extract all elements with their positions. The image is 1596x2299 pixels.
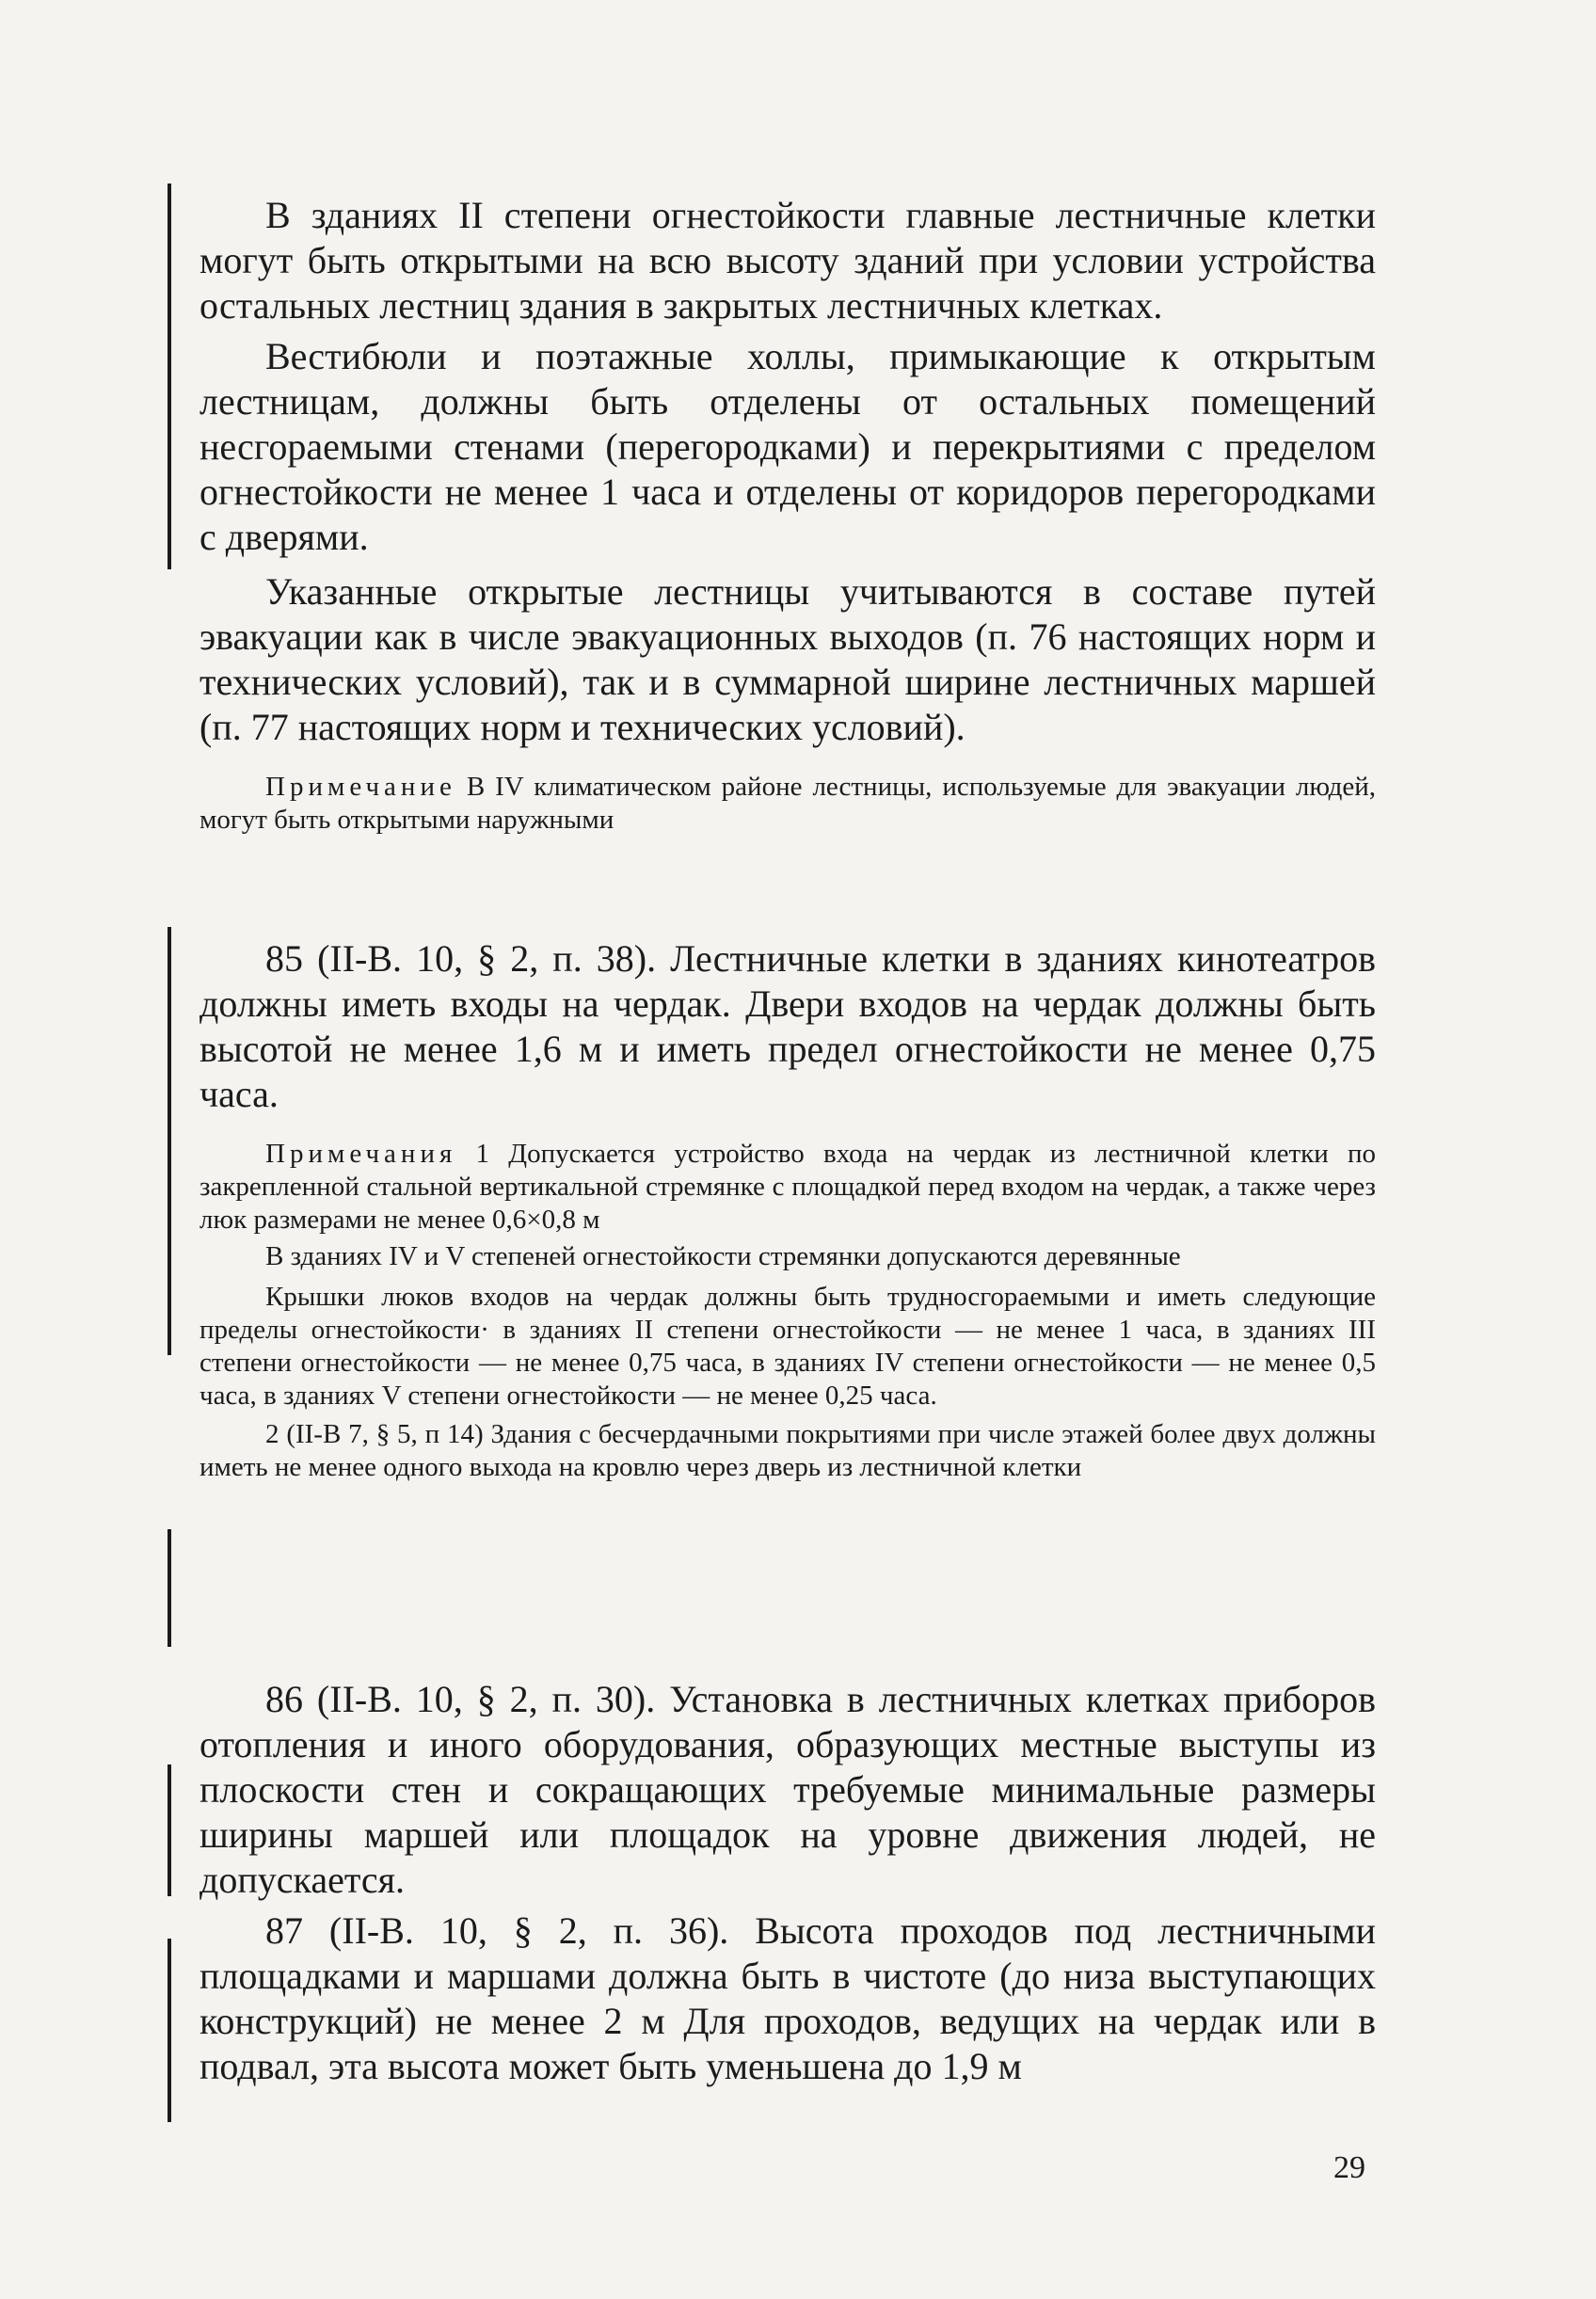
notes-heading: Примечания — [265, 1139, 457, 1169]
notes-paragraph — [200, 1138, 1376, 1237]
paragraph: В зданиях II степени огнестойкости главные лестничные клетки могут быть открытыми на всю высоту зданий при условии устройства остальных лестниц здания в закрытых лестничных клетках. — [200, 194, 1376, 327]
paragraph: Вестибюли и поэтажные холлы, примыкающие к открытым лестницам, должны быть отделены от остальных помещений несгораемыми стенами (перегородками) и перекрытиями с пределом огнестойкости не менее 1 часа и отделены от коридоров перегородками с дверями. — [200, 335, 1376, 558]
notes-paragraph: 2 (II-В 7, § 5, п 14) Здания с бесчердачными покрытиями при числе этажей более двух должны иметь не менее одного выхода на кровлю через дверь из лестничной клетки — [200, 1419, 1376, 1482]
margin-bar — [168, 1529, 171, 1647]
text-block-1 — [200, 193, 1376, 837]
paragraph-87: 87 (II-В. 10, § 2, п. 36). Высота проходов под лестничными площадками и маршами должна быть в чистоте (до низа выступающих конструкций) не менее 2 м Для проходов, ведущих на чердак или в подвал, эта высота может быть уменьшена до 1,9 м — [200, 1909, 1376, 2087]
paragraph: Указанные открытые лестницы учитываются в составе путей эвакуации как в числе эвакуационных выходов (п. 76 настоящих норм и технических условий), так и в суммарной ширине лестничных маршей (п. 77 настоящих норм и технических условий). — [200, 570, 1376, 748]
paragraph-85: 85 (II-В. 10, § 2, п. 38). Лестничные клетки в зданиях кинотеатров должны иметь входы на чердак. Двери входов на чердак должны быть высотой не менее 1,6 м и иметь предел огнестойкости не менее 0,75 часа. — [200, 937, 1376, 1115]
note-heading: Примечание — [265, 772, 456, 802]
page-number: 29 — [1333, 2150, 1365, 2185]
paragraph-86: 86 (II-В. 10, § 2, п. 30). Установка в лестничных клетках приборов отопления и иного оборудования, образующих местные выступы из плоскости стен и сокращающих требуемые минимальные размеры ширины маршей или площадок на уровне движения людей, не допускается. — [200, 1678, 1376, 1901]
notes-text: 1 Допускается устройство входа на чердак из лестничной клетки по закрепленной стальной вертикальной стремянке с площадкой перед входом на чердак, а также через люк размерами не менее 0,6×0,8 м — [200, 1139, 1376, 1235]
margin-bar — [168, 927, 171, 1355]
text-block-3 — [200, 1677, 1376, 2089]
text-block-2 — [200, 936, 1376, 1484]
notes-paragraph: В зданиях IV и V степеней огнестойкости стремянки допускаются деревянные — [265, 1241, 1181, 1271]
notes-paragraph: Крышки люков входов на чердак должны быть трудносгораемыми и иметь следующие пределы огнестойкости· в зданиях II степени огнестойкости — не менее 1 часа, в зданиях III степени огнестойкости — не менее 0,75 часа, в зданиях IV степени огнестойкости — не менее 0,5 часа, в зданиях V степени огнестойкости — не менее 0,25 часа. — [200, 1282, 1376, 1411]
note-paragraph — [200, 771, 1376, 837]
margin-bar — [168, 1939, 171, 2122]
margin-bar — [168, 184, 171, 569]
note-text: В IV климатическом районе лестницы, используемые для эвакуации людей, могут быть открытыми наружными — [200, 772, 1376, 835]
margin-bar — [168, 1764, 171, 1896]
